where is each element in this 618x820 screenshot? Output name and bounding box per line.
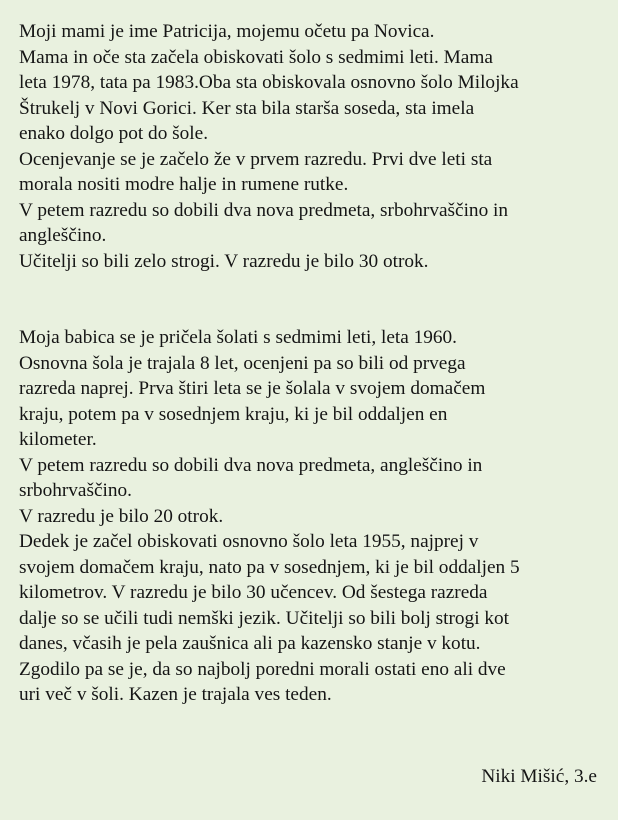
paragraph-parents: Moji mami je ime Patricija, mojemu očetu pa Novica. Mama in oče sta začela obiskovati šolo s sedmimi leti. Mama leta 1978, tata pa 1983.Oba sta obiskovala osnovno šolo Milojka Štrukelj v Novi Gorici. Ker sta bila starša soseda, sta imela enako dolgo pot do šole. Ocenjevanje se je začelo že v prvem razredu. Prvi dve leti sta morala nositi modre halje in rumene rutke. V petem razredu so dobili dva nova predmeta, srbohrvaščino in angleščino. Učitelji so bili zelo strogi. V razredu je bilo 30 otrok.: [19, 21, 519, 272]
paragraph-grandparents: Moja babica se je pričela šolati s sedmimi leti, leta 1960. Osnovna šola je trajala 8 let, ocenjeni pa so bili od prvega razreda naprej. Prva štiri leta se je šolala v svojem domačem kraju, potem pa v sosednjem kraju, ki je bil oddaljen en kilometer. V petem razredu so dobili dva nova predmeta, angleščino in srbohrvaščino. V razredu je bilo 20 otrok. Dedek je začel obiskovati osnovno šolo leta 1955, najprej v svojem domačem kraju, nato pa v sosednjem, ki je bil oddaljen 5 kilometrov. V razredu je bilo 30 učencev. Od šestega razreda dalje so se učili tudi nemški jezik. Učitelji so bili bolj strogi kot danes, včasih je pela zaušnica ali pa kazensko stanje v kotu. Zgodilo pa se je, da so najbolj poredni morali ostati eno ali dve uri več v šoli. Kazen je trajala ves teden.: [19, 327, 520, 705]
author-signature: Niki Mišić, 3.e: [481, 766, 597, 787]
